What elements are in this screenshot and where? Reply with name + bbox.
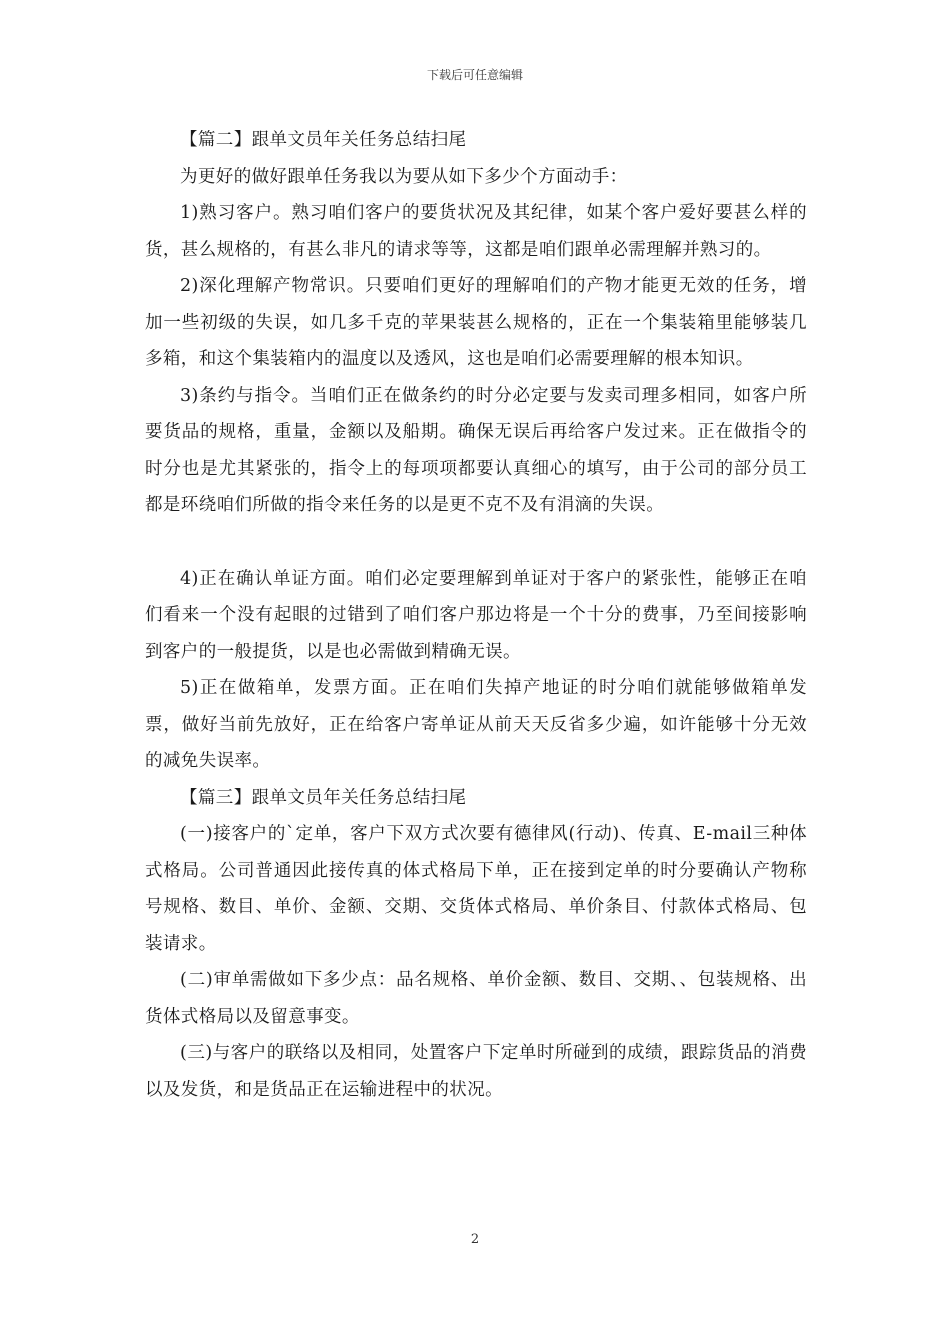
page-number: 2 xyxy=(470,1232,480,1247)
paragraph-intro: 为更好的做好跟单任务我以为要从如下多少个方面动手： xyxy=(180,166,628,187)
section-heading-part-three: 【篇三】跟单文员年关任务总结扫尾 xyxy=(180,787,467,808)
paragraph-item-2: 2)深化理解产物常识。只要咱们更好的理解咱们的产物才能更无效的任务，增加一些初级的失误，如几多千克的苹果装甚么规格的，正在一个集装箱里能够装几多箱，和这个集装箱内的温度以及透风，这也是咱们必需要理解的根本知识。 xyxy=(145,276,807,369)
paragraph-step-1: (一)接客户的`定单，客户下双方式次要有德律风(行动)、传真、E-mail三种体式格局。公司普通因此接传真的体式格局下单，正在接到定单的时分要确认产物称号规格、数目、单价、金额、交期、交货体式格局、单价条目、付款体式格局、包装请求。 xyxy=(145,824,807,954)
section-heading-part-two: 【篇二】跟单文员年关任务总结扫尾 xyxy=(180,130,467,150)
page-header-note: 下载后可任意编辑 xyxy=(426,68,523,82)
paragraph-item-1: 1)熟习客户。熟习咱们客户的要货状况及其纪律，如某个客户爱好要甚么样的货，甚么规格的，有甚么非凡的请求等等，这都是咱们跟单必需理解并熟习的。 xyxy=(145,203,807,260)
paragraph-step-3: (三)与客户的联络以及相同，处置客户下定单时所碰到的成绩，跟踪货品的消费以及发货，和是货品正在运输进程中的状况。 xyxy=(145,1043,807,1100)
paragraph-step-2: (二)审单需做如下多少点：品名规格、单价金额、数目、交期、、包装规格、出货体式格局以及留意事变。 xyxy=(145,970,807,1027)
paragraph-item-3: 3)条约与指令。当咱们正在做条约的时分必定要与发卖司理多相同，如客户所要货品的规格，重量，金额以及船期。确保无误后再给客户发过来。正在做指令的时分也是尤其紧张的，指令上的每项项都要认真细心的填写，由于公司的部分员工都是环绕咱们所做的指令来任务的以是更不克不及有涓滴的失误。 xyxy=(145,385,807,515)
document-body xyxy=(145,122,807,1108)
paragraph-item-5: 5)正在做箱单，发票方面。正在咱们失掉产地证的时分咱们就能够做箱单发票，做好当前先放好，正在给客户寄单证从前天天反省多少遍，如许能够十分无效的减免失误率。 xyxy=(145,678,807,771)
paragraph-item-4: 4)正在确认单证方面。咱们必定要理解到单证对于客户的紧张性，能够正在咱们看来一个没有起眼的过错到了咱们客户那边将是一个十分的费事，乃至间接影响到客户的一般提货，以是也必需做到精确无误。 xyxy=(145,568,807,662)
